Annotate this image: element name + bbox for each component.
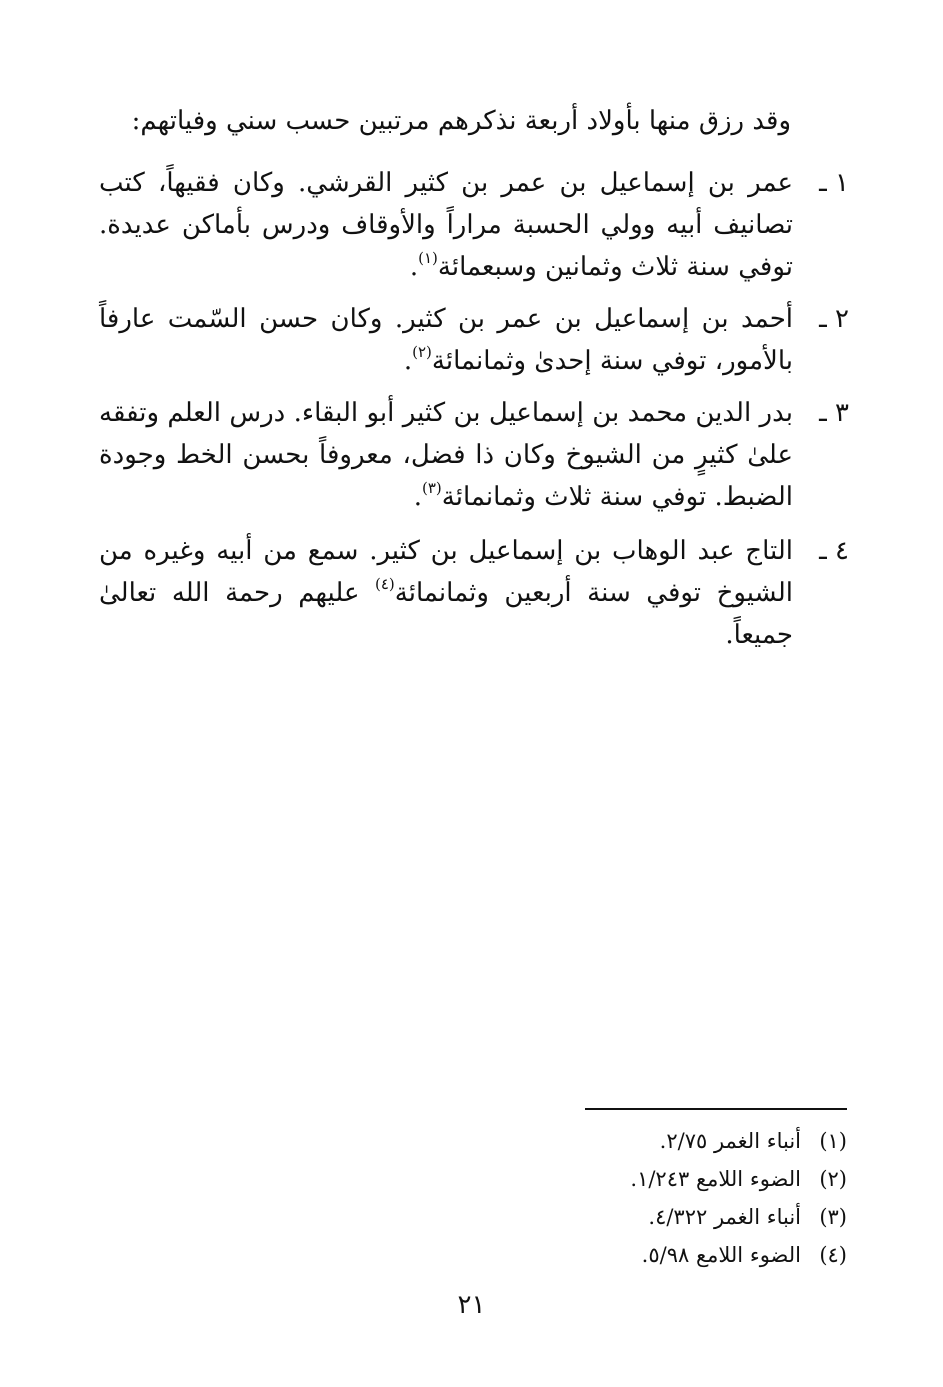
item-body: أحمد بن إسماعيل بن عمر بن كثير. وكان حسن السّمت عارفاً بالأمور، توفي سنة إحدىٰ وثمانمائة [99, 304, 793, 376]
list-item [99, 392, 849, 518]
item-number: ٢ ـ [819, 304, 849, 334]
footnote-ref[interactable]: (٢) [412, 343, 432, 362]
list-item [99, 162, 849, 288]
footnote-text: أنباء الغمر ٢/٧٥. [659, 1129, 801, 1153]
list-item [99, 530, 849, 656]
page-number: ٢١ [457, 1290, 486, 1320]
item-end: . [413, 482, 422, 512]
footnote [447, 1122, 847, 1160]
footnote-text: أنباء الغمر ٤/٣٢٢. [648, 1205, 801, 1229]
item-body: التاج عبد الوهاب بن إسماعيل بن كثير. سمع من أبيه وغيره من الشيوخ توفي سنة أربعين وثمانمائة [99, 536, 793, 608]
item-text [99, 392, 793, 518]
item-end: . [403, 346, 413, 376]
item-end: عليهم رحمة الله تعالىٰ جميعاً. [99, 578, 793, 650]
footnote-number: (٢) [819, 1167, 847, 1191]
footnotes [447, 1122, 847, 1274]
footnote-number: (٤) [819, 1243, 847, 1267]
item-number: ٤ ـ [819, 536, 849, 566]
list-item [99, 298, 849, 382]
item-end: . [409, 252, 419, 282]
footnote [447, 1160, 847, 1198]
item-body: عمر بن إسماعيل بن عمر بن كثير القرشي. وكان فقيهاً، كتب تصانيف أبيه وولي الحسبة مراراً والأوقاف ودرس بأماكن عديدة. توفي سنة ثلاث وثمانين وسبعمائة [99, 168, 793, 282]
item-text [99, 298, 793, 382]
footnote-ref[interactable]: (٤) [375, 575, 395, 594]
footnote-ref[interactable]: (١) [418, 249, 438, 268]
footnote [447, 1236, 847, 1274]
item-text [99, 530, 793, 656]
item-text [99, 162, 793, 288]
intro-paragraph: وقد رزق منها بأولاد أربعة نذكرهم مرتبين حسب سني وفياتهم: [131, 106, 791, 136]
footnote-ref[interactable]: (٣) [422, 479, 442, 498]
footnote-text: الضوء اللامع ١/٢٤٣. [630, 1167, 801, 1191]
item-body: بدر الدين محمد بن إسماعيل بن كثير أبو البقاء. درس العلم وتفقه علىٰ كثيرٍ من الشيوخ وكان ذا فضل، معروفاً بحسن الخط وجودة الضبط. توفي سنة ثلاث وثمانمائة [99, 398, 793, 512]
footnote-number: (٣) [819, 1205, 847, 1229]
footnote [447, 1198, 847, 1236]
item-number: ٣ ـ [819, 398, 849, 428]
footnote-divider [585, 1108, 847, 1110]
footnote-number: (١) [819, 1129, 847, 1153]
item-number: ١ ـ [819, 168, 849, 198]
footnote-text: الضوء اللامع ٥/٩٨. [641, 1243, 801, 1267]
